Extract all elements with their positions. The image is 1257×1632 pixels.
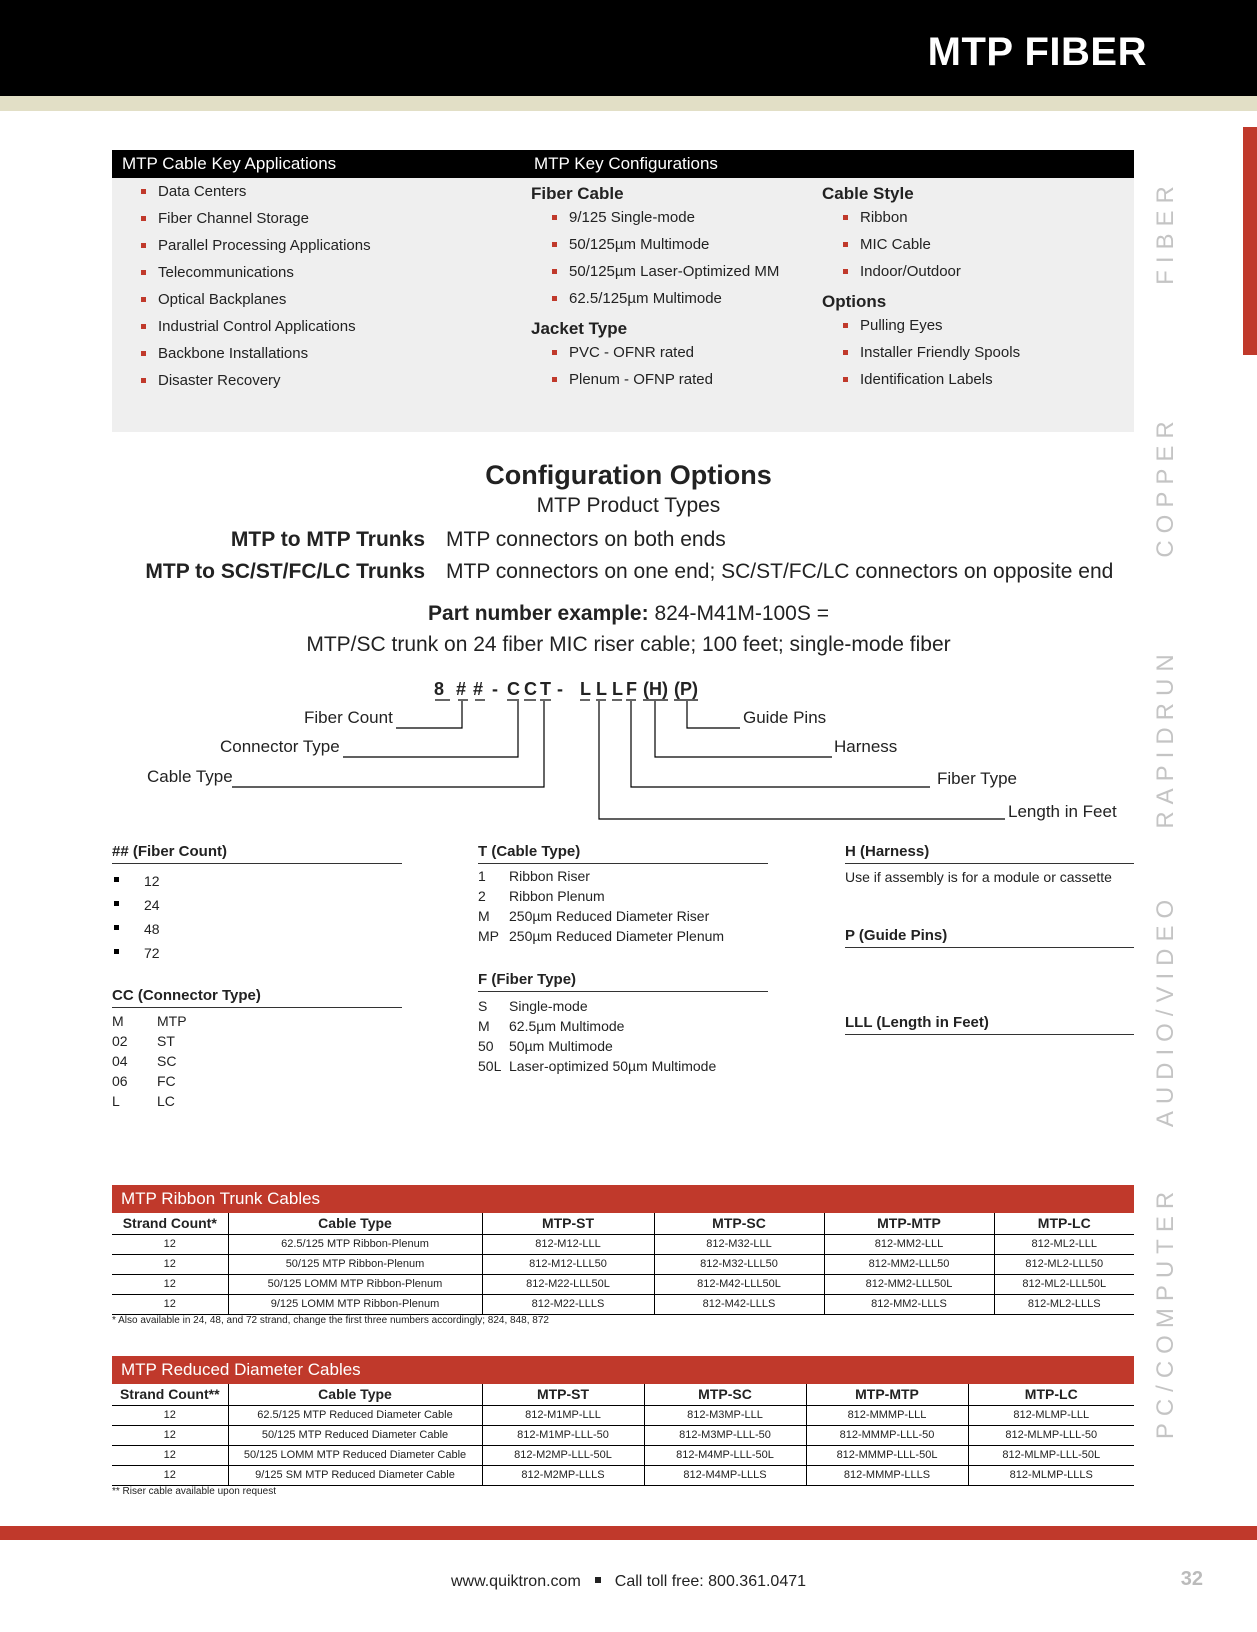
column-header: Cable Type [228, 1213, 482, 1234]
list-item: Pulling Eyes [842, 312, 1020, 339]
part-code-fiber-count: # [473, 679, 484, 699]
configuration-options-title: Configuration Options [485, 460, 772, 490]
table-row [112, 1294, 1134, 1314]
code: M [478, 908, 490, 924]
table-row [112, 1274, 1134, 1294]
value: 250µm Reduced Diameter Riser [509, 908, 710, 924]
table-cell: 12 [112, 1445, 228, 1465]
table-row [112, 1405, 1134, 1425]
table-cell: 812-M42-LLLS [654, 1294, 824, 1314]
list-item: Fiber Channel Storage [140, 205, 371, 232]
part-number-example [0, 602, 1257, 626]
list-item: MIC Cable [842, 231, 961, 258]
part-code-dash: - [557, 679, 563, 699]
code: 1 [478, 868, 486, 884]
list-item: Telecommunications [140, 259, 371, 286]
list-item: Industrial Control Applications [140, 313, 371, 340]
table-cell: 9/125 LOMM MTP Ribbon-Plenum [228, 1294, 482, 1314]
list-item [478, 926, 724, 946]
table-cell: 812-ML2-LLL [994, 1234, 1134, 1254]
table-header-row [112, 1213, 1134, 1234]
table-cell: 812-M3MP-LLL [644, 1405, 806, 1425]
fiber-type-list [478, 996, 716, 1076]
ribbon-trunk-table [112, 1213, 1134, 1315]
table-cell: 12 [112, 1465, 228, 1485]
diagram-label-guide-pins: Guide Pins [743, 708, 827, 727]
table-cell: 812-M32-LLL50 [654, 1254, 824, 1274]
part-code-guide-pins: (P) [674, 679, 698, 699]
table-cell: 812-MM2-LLLS [824, 1294, 994, 1314]
table-row [112, 1234, 1134, 1254]
diagram-label-connector-type: Connector Type [220, 737, 340, 756]
ribbon-table-title: MTP Ribbon Trunk Cables [112, 1185, 1134, 1213]
value: LC [157, 1093, 175, 1109]
part-number-example-description: MTP/SC trunk on 24 fiber MIC riser cable; 100 feet; single-mode fiber [306, 633, 951, 656]
value: Single-mode [509, 998, 588, 1014]
table-cell: 812-MLMP-LLLS [968, 1465, 1134, 1485]
side-tab-rapidrun[interactable]: RAPIDRUN [1152, 647, 1179, 829]
list-item: Indoor/Outdoor [842, 258, 961, 285]
diagram-label-length: Length in Feet [1008, 802, 1117, 821]
value: Ribbon Plenum [509, 888, 605, 904]
table-cell: 812-MM2-LLL50 [824, 1254, 994, 1274]
fiber-cable-heading: Fiber Cable [531, 184, 624, 203]
table-cell: 50/125 LOMM MTP Reduced Diameter Cable [228, 1445, 482, 1465]
header-bar [0, 0, 1257, 96]
list-item: Data Centers [140, 178, 371, 205]
list-item [112, 1051, 187, 1071]
code: MP [478, 928, 499, 944]
table-header-row [112, 1384, 1134, 1405]
table-cell: 812-MMMP-LLL-50L [806, 1445, 968, 1465]
table-cell: 812-ML2-LLLS [994, 1294, 1134, 1314]
list-item: 24 [112, 893, 160, 917]
value: 50µm Multimode [509, 1038, 613, 1054]
part-number-diagram [0, 670, 1130, 830]
value: ST [157, 1033, 175, 1049]
options-list [842, 312, 1020, 393]
diagram-label-fiber-count: Fiber Count [304, 708, 393, 727]
column-header: Strand Count** [112, 1384, 228, 1405]
table-cell: 812-MM2-LLL [824, 1234, 994, 1254]
table-row [112, 1465, 1134, 1485]
fiber-cable-list [551, 204, 779, 312]
table-cell: 812-MLMP-LLL-50 [968, 1425, 1134, 1445]
column-header: MTP-LC [994, 1213, 1134, 1234]
cable-type-heading: T (Cable Type) [478, 843, 768, 864]
table-cell: 812-M3MP-LLL-50 [644, 1425, 806, 1445]
code: 50L [478, 1058, 502, 1074]
table-cell: 62.5/125 MTP Ribbon-Plenum [228, 1234, 482, 1254]
table-cell: 812-MMMP-LLL [806, 1405, 968, 1425]
part-code-harness: (H) [643, 679, 668, 699]
key-applications-list [140, 178, 371, 394]
table-cell: 50/125 MTP Reduced Diameter Cable [228, 1425, 482, 1445]
table-cell: 812-MMMP-LLLS [806, 1465, 968, 1485]
column-header: MTP-MTP [824, 1213, 994, 1234]
harness-heading: H (Harness) [845, 843, 1134, 864]
header-accent-strip [0, 96, 1257, 111]
table-cell: 12 [112, 1425, 228, 1445]
table-cell: 12 [112, 1294, 228, 1314]
list-item: PVC - OFNR rated [551, 339, 713, 366]
table-cell: 812-MLMP-LLL [968, 1405, 1134, 1425]
footer-phone: Call toll free: 800.361.0471 [614, 1573, 807, 1590]
list-item: 72 [112, 941, 160, 965]
table-cell: 812-MLMP-LLL-50L [968, 1445, 1134, 1465]
table-cell: 812-M22-LLLS [482, 1294, 654, 1314]
table-cell: 812-M4MP-LLL-50L [644, 1445, 806, 1465]
ribbon-table-note: * Also available in 24, 48, and 72 strand, change the first three numbers accordingly; 824, 848, 872 [112, 1315, 549, 1326]
table-cell: 12 [112, 1254, 228, 1274]
side-tab-audio-video[interactable]: AUDIO/VIDEO [1152, 892, 1179, 1128]
connector-type-list [112, 1011, 187, 1111]
product-types-subtitle: MTP Product Types [536, 494, 721, 517]
list-item [112, 1091, 187, 1111]
footer [0, 1573, 1257, 1591]
table-cell: 812-M32-LLL [654, 1234, 824, 1254]
part-code-cable-type: T [540, 679, 551, 699]
table-cell: 12 [112, 1234, 228, 1254]
code: 04 [112, 1053, 128, 1069]
list-item: 50/125µm Laser-Optimized MM [551, 258, 779, 285]
column-header: MTP-ST [482, 1384, 644, 1405]
part-code-length: L [596, 679, 607, 699]
value: MTP [157, 1013, 187, 1029]
column-header: MTP-MTP [806, 1384, 968, 1405]
table-cell: 812-ML2-LLL50L [994, 1274, 1134, 1294]
connector-type-heading: CC (Connector Type) [112, 987, 402, 1008]
column-header: MTP-SC [644, 1384, 806, 1405]
list-item [478, 866, 724, 886]
list-item [478, 1016, 716, 1036]
product-type-name: MTP to MTP Trunks [230, 528, 425, 551]
code: 2 [478, 888, 486, 904]
length-heading: LLL (Length in Feet) [845, 1014, 1134, 1035]
list-item: Backbone Installations [140, 340, 371, 367]
key-configurations-heading: MTP Key Configurations [524, 150, 1134, 178]
value: Ribbon Riser [509, 868, 590, 884]
list-item: 9/125 Single-mode [551, 204, 779, 231]
jacket-type-list [551, 339, 713, 393]
list-item: Disaster Recovery [140, 367, 371, 394]
diagram-label-cable-type: Cable Type [147, 767, 233, 786]
value: FC [157, 1073, 176, 1089]
list-item: 62.5/125µm Multimode [551, 285, 779, 312]
table-cell: 812-MMMP-LLL-50 [806, 1425, 968, 1445]
reduced-table-note: ** Riser cable available upon request [112, 1486, 276, 1497]
active-tab-marker [1243, 127, 1257, 355]
list-item: Identification Labels [842, 366, 1020, 393]
value: Laser-optimized 50µm Multimode [509, 1058, 717, 1074]
table-cell: 12 [112, 1274, 228, 1294]
footer-website-link[interactable]: www.quiktron.com [450, 1573, 581, 1590]
diagram-label-harness: Harness [834, 737, 898, 756]
page-title: MTP FIBER [927, 30, 1147, 74]
table-row [112, 1425, 1134, 1445]
value: SC [157, 1053, 177, 1069]
fiber-count-list [112, 869, 160, 965]
table-cell: 812-MM2-LLL50L [824, 1274, 994, 1294]
side-tab-fiber[interactable]: FIBER [1152, 179, 1179, 285]
part-number-example-value: 824-M41M-100S = [654, 602, 829, 625]
list-item [478, 996, 716, 1016]
part-code-digit: 8 [434, 679, 445, 699]
list-item [478, 1056, 716, 1076]
table-cell: 812-M1MP-LLL-50 [482, 1425, 644, 1445]
code: 06 [112, 1073, 128, 1089]
list-item: Installer Friendly Spools [842, 339, 1020, 366]
fiber-type-heading: F (Fiber Type) [478, 971, 768, 992]
list-item [112, 1071, 187, 1091]
table-cell: 62.5/125 MTP Reduced Diameter Cable [228, 1405, 482, 1425]
separator-bullet-icon [595, 1577, 601, 1583]
page-number: 32 [1180, 1568, 1203, 1590]
cable-style-heading: Cable Style [822, 184, 914, 203]
list-item: Parallel Processing Applications [140, 232, 371, 259]
code: 50 [478, 1038, 494, 1054]
part-code-connector: C [524, 679, 537, 699]
table-row [112, 1445, 1134, 1465]
options-heading: Options [822, 292, 887, 311]
harness-text: Use if assembly is for a module or cassette [845, 869, 1112, 885]
list-item [112, 1031, 187, 1051]
list-item: Ribbon [842, 204, 961, 231]
table-cell: 12 [112, 1405, 228, 1425]
diagram-label-fiber-type: Fiber Type [937, 769, 1018, 788]
code: M [478, 1018, 490, 1034]
jacket-type-heading: Jacket Type [531, 319, 628, 338]
list-item: 12 [112, 869, 160, 893]
cable-style-list [842, 204, 961, 285]
column-header: Cable Type [228, 1384, 482, 1405]
part-code-length: L [580, 679, 591, 699]
table-cell: 812-M42-LLL50L [654, 1274, 824, 1294]
table-cell: 812-M22-LLL50L [482, 1274, 654, 1294]
table-cell: 50/125 MTP Ribbon-Plenum [228, 1254, 482, 1274]
code: S [478, 998, 488, 1014]
table-cell: 812-M1MP-LLL [482, 1405, 644, 1425]
product-type-name: MTP to SC/ST/FC/LC Trunks [145, 560, 425, 583]
code: 02 [112, 1033, 128, 1049]
table-cell: 812-M12-LLL50 [482, 1254, 654, 1274]
list-item: 50/125µm Multimode [551, 231, 779, 258]
list-item: 48 [112, 917, 160, 941]
value: 250µm Reduced Diameter Plenum [509, 928, 725, 944]
code: M [112, 1013, 124, 1029]
reduced-diameter-table [112, 1384, 1134, 1486]
column-header: MTP-LC [968, 1384, 1134, 1405]
list-item [478, 1036, 716, 1056]
table-cell: 9/125 SM MTP Reduced Diameter Cable [228, 1465, 482, 1485]
product-type-desc: MTP connectors on both ends [446, 528, 726, 551]
table-cell: 812-M2MP-LLL-50L [482, 1445, 644, 1465]
table-row [112, 1254, 1134, 1274]
guide-pins-heading: P (Guide Pins) [845, 927, 1134, 948]
part-code-dash: - [492, 679, 498, 699]
table-cell: 812-M4MP-LLLS [644, 1465, 806, 1485]
table-cell: 812-M2MP-LLLS [482, 1465, 644, 1485]
product-type-desc: MTP connectors on one end; SC/ST/FC/LC connectors on opposite end [446, 560, 1114, 583]
part-number-example-label: Part number example: [428, 602, 649, 625]
code: L [112, 1093, 120, 1109]
part-code-connector: C [507, 679, 520, 699]
side-tab-copper[interactable]: COPPER [1152, 414, 1179, 558]
value: 62.5µm Multimode [509, 1018, 625, 1034]
table-cell: 812-ML2-LLL50 [994, 1254, 1134, 1274]
list-item [112, 1011, 187, 1031]
part-code-fiber-count: # [456, 679, 467, 699]
cable-type-list [478, 866, 724, 946]
column-header: MTP-ST [482, 1213, 654, 1234]
list-item: Plenum - OFNP rated [551, 366, 713, 393]
column-header: Strand Count* [112, 1213, 228, 1234]
list-item: Optical Backplanes [140, 286, 371, 313]
key-applications-heading: MTP Cable Key Applications [112, 150, 524, 178]
part-code-length: L [612, 679, 623, 699]
table-cell: 50/125 LOMM MTP Ribbon-Plenum [228, 1274, 482, 1294]
side-tab-pc-computer[interactable]: PC/COMPUTER [1152, 1184, 1179, 1440]
list-item [478, 906, 724, 926]
column-header: MTP-SC [654, 1213, 824, 1234]
reduced-table-title: MTP Reduced Diameter Cables [112, 1356, 1134, 1384]
table-cell: 812-M12-LLL [482, 1234, 654, 1254]
part-code-fiber-type: F [626, 679, 637, 699]
footer-accent-bar [0, 1526, 1257, 1540]
fiber-count-heading: ## (Fiber Count) [112, 843, 402, 864]
list-item [478, 886, 724, 906]
